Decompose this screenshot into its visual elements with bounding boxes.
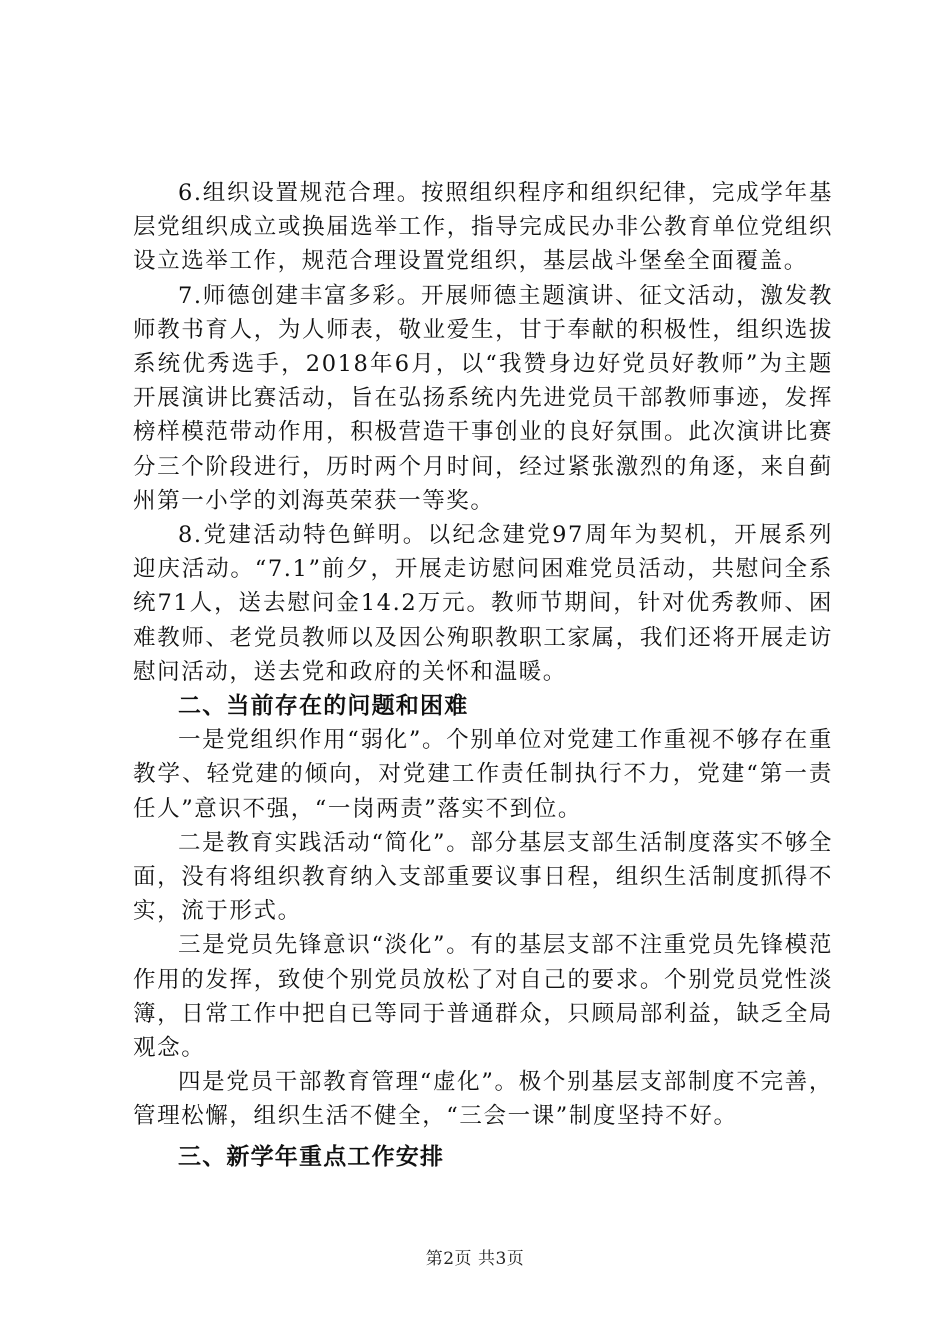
section-heading-plans: 三、新学年重点工作安排 (178, 1142, 445, 1170)
page-footer (0, 1244, 950, 1269)
paragraph-item-8: 8.党建活动特色鲜明。以纪念建党97周年为契机，开展系列迎庆活动。“7.1”前夕，开展走访慰问困难党员活动，共慰问全系统71人，送去慰问金14.2万元。教师节期间，针对优秀教师、困难教师、老党员教师以及因公殉职教职工家属，我们还将开展走访慰问活动，送去党和政府的关怀和温暖。 (133, 522, 833, 685)
paragraph-item-7: 7.师德创建丰富多彩。开展师德主题演讲、征文活动，激发教师教书育人，为人师表，敬业爱生，甘于奉献的积极性，组织选拔系统优秀选手，2018年6月，以“我赞身边好党员好教师”为主题开展演讲比赛活动，旨在弘扬系统内先进党员干部教师事迹，发挥榜样模范带动作用，积极营造干事创业的良好氛围。此次演讲比赛分三个阶段进行，历时两个月时间，经过紧张激烈的角逐，来自蓟州第一小学的刘海英荣获一等奖。 (133, 282, 833, 514)
paragraph-problem-2: 二是教育实践活动“简化”。部分基层支部生活制度落实不够全面，没有将组织教育纳入支部重要议事日程，组织生活制度抓得不实，流于形式。 (133, 829, 833, 925)
page-number-label: 第2页 共3页 (425, 1249, 525, 1269)
paragraph-problem-4: 四是党员干部教育管理“虚化”。极个别基层支部制度不完善，管理松懈，组织生活不健全，“三会一课”制度坚持不好。 (133, 1069, 833, 1130)
document-body (133, 176, 833, 1174)
section-heading-problems: 二、当前存在的问题和困难 (178, 692, 469, 720)
paragraph-problem-3: 三是党员先锋意识“淡化”。有的基层支部不注重党员先锋模范作用的发挥，致使个别党员放松了对自己的要求。个别党员党性淡簿，日常工作中把自已等同于普通群众，只顾局部利益，缺乏全局观念。 (133, 932, 833, 1062)
paragraph-problem-1: 一是党组织作用“弱化”。个别单位对党建工作重视不够存在重教学、轻党建的倾向，对党建工作责任制执行不力，党建“第一责任人”意识不强，“一岗两责”落实不到位。 (133, 727, 833, 822)
paragraph-item-6: 6.组织设置规范合理。按照组织程序和组织纪律，完成学年基层党组织成立或换届选举工作，指导完成民办非公教育单位党组织设立选举工作，规范合理设置党组织，基层战斗堡垒全面覆盖。 (133, 180, 833, 275)
